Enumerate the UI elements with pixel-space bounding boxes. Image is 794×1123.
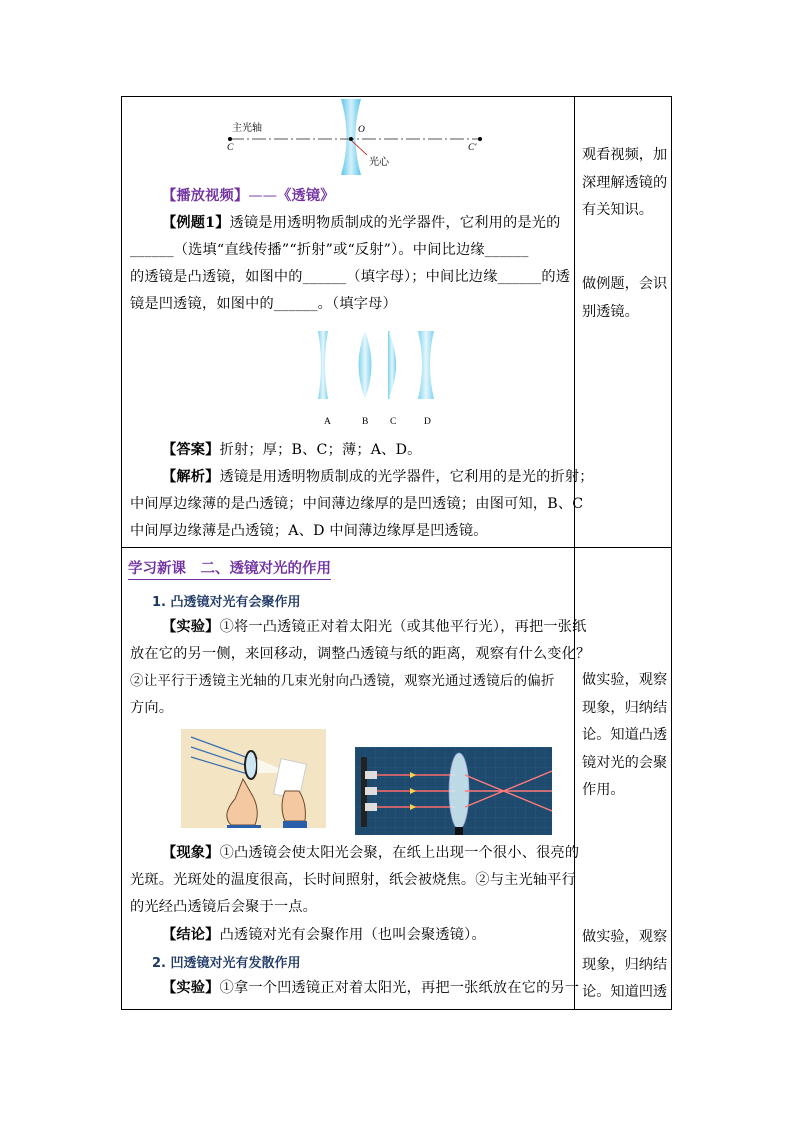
answer-line: 【答案】折射；厚；B、C；薄；A、D。 (162, 442, 422, 458)
lens-label-b: B (362, 417, 369, 427)
convex-obs-line-2: 光斑。光斑处的温度很高，长时间照射，纸会被烧焦。②与主光轴平行 (130, 872, 577, 888)
point-c-prime: C' (468, 143, 477, 153)
side-note-concave: 做实验，观察 现象，归纳结 论。知道凹透 (582, 929, 668, 1000)
lens-d (418, 331, 434, 399)
concave-subheading: 2. 凹透镜对光有发散作用 (152, 956, 301, 971)
convex-subheading: 1. 凸透镜对光有会聚作用 (152, 595, 301, 610)
lens-label-c: C (390, 417, 397, 427)
answer-tag: 【答案】 (162, 442, 220, 458)
convex-exp-line-2: 放在它的另一侧，来回移动，调整凸透镜与纸的距离，观察有什么变化？ (130, 646, 591, 662)
example-line-1: 【例题1】透镜是用透明物质制成的光学器件，它利用的是光的 (162, 215, 561, 231)
ray-experiment-photo (355, 747, 552, 835)
side-note-convex: 做实验，观察 现象，归纳结 论。知道凸透 镜对光的会聚 作用。 (582, 672, 668, 798)
lens-label-d: D (424, 417, 431, 427)
lens-types-figure (314, 331, 438, 399)
convex-conclusion-line: 【结论】凸透镜对光有会聚作用（也叫会聚透镜）。 (162, 927, 486, 943)
convex-conclusion-tag: 【结论】 (162, 927, 220, 943)
convex-obs-line-1: 【现象】①凸透镜会使太阳光会聚，在纸上出现一个很小、很亮的 (162, 845, 580, 861)
analysis-line-1: 【解析】透镜是用透明物质制成的光学器件，它利用的是光的折射； (162, 469, 594, 485)
lens-a (318, 331, 328, 399)
convex-obs-line-3: 的光经凸透镜后会聚于一点。 (130, 899, 318, 915)
example-tag: 【例题1】 (162, 215, 230, 231)
row-divider (122, 547, 671, 548)
section-heading: 学习新课 二、透镜对光的作用 (128, 557, 331, 580)
convex-obs-tag: 【现象】 (162, 845, 220, 861)
video-dash: —— (248, 188, 278, 204)
axis-label: 主光轴 (232, 123, 262, 134)
analysis-tag: 【解析】 (162, 469, 220, 485)
point-o: O (358, 125, 365, 135)
video-tag: 【播放视频】 (162, 188, 249, 204)
principal-axis-figure (222, 99, 492, 177)
convex-exp-line-3: ②让平行于透镜主光轴的几束光射向凸透镜，观察光通过透镜后的偏折 (130, 673, 555, 689)
video-line (162, 183, 335, 210)
convex-exp-line-1: 【实验】①将一凸透镜正对着太阳光（或其他平行光），再把一张纸 (162, 619, 587, 635)
lens-b (359, 331, 372, 399)
example-line-4: 镜是凹透镜，如图中的______。（填字母） (130, 296, 397, 312)
concave-exp-tag: 【实验】 (162, 980, 220, 996)
analysis-line-2: 中间厚边缘薄的是凸透镜；中间薄边缘厚的是凹透镜；由图可知，B、C (130, 496, 584, 512)
convex-exp-line-4: 方向。 (130, 700, 174, 716)
magnifier-photo (181, 729, 326, 828)
lens-label-a: A (324, 417, 331, 427)
optical-center-label: 光心 (369, 157, 389, 168)
side-note-example: 做例题，会识 别透镜。 (582, 276, 668, 320)
convex-exp-tag: 【实验】 (162, 619, 220, 635)
point-c: C (227, 143, 234, 153)
analysis-line-3: 中间厚边缘薄是凸透镜；A、D 中间薄边缘厚是凹透镜。 (130, 523, 488, 539)
video-title: 《透镜》 (277, 188, 335, 204)
example-line-3: 的透镜是凸透镜，如图中的______（填字母）；中间比边缘______的透 (130, 269, 571, 285)
lesson-table (121, 96, 672, 1010)
concave-exp-line-1: 【实验】①拿一个凹透镜正对着太阳光，再把一张纸放在它的另一 (162, 980, 580, 996)
side-note-video: 观看视频，加 深理解透镜的 有关知识。 (582, 147, 668, 218)
example-line-2: ______（选填“直线传播”“折射”或“反射”）。中间比边缘______ (130, 242, 529, 258)
